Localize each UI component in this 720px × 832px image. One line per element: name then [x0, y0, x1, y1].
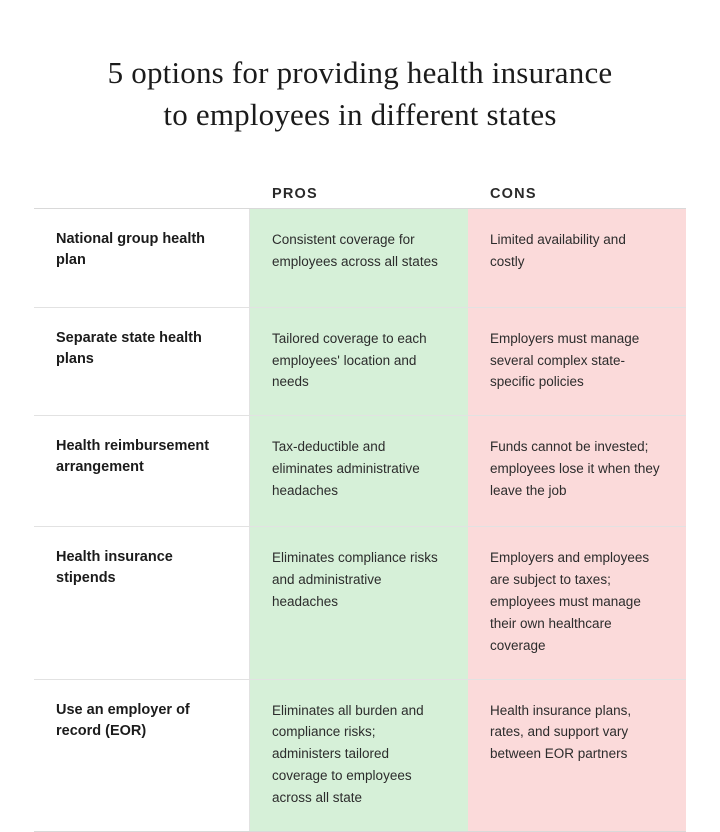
option-pros: Consistent coverage for employees across all states: [250, 209, 468, 307]
page-title: [0, 0, 720, 136]
table-row: [34, 209, 686, 308]
option-name: Separate state health plans: [34, 308, 250, 416]
option-cons: Employers must manage several complex state-specific policies: [468, 308, 686, 416]
option-cons: Employers and employees are subject to taxes; employees must manage their own healthcare coverage: [468, 527, 686, 678]
option-pros: Eliminates compliance risks and administrative headaches: [250, 527, 468, 678]
option-cons: Limited availability and costly: [468, 209, 686, 307]
table-header-row: [34, 172, 686, 208]
table-row: [34, 527, 686, 679]
column-header-pros: PROS: [272, 185, 318, 202]
option-pros: Eliminates all burden and compliance risks; administers tailored coverage to employees across all state: [250, 680, 468, 831]
table-body: [34, 208, 686, 832]
page-title-line-2: to employees in different states: [163, 96, 557, 132]
table-row: [34, 308, 686, 417]
column-header-option: [34, 202, 250, 208]
option-cons: Funds cannot be invested; employees lose it when they leave the job: [468, 416, 686, 526]
option-cons: Health insurance plans, rates, and support vary between EOR partners: [468, 680, 686, 831]
comparison-table: [34, 172, 686, 832]
option-name: Health insurance stipends: [34, 527, 250, 678]
option-pros: Tax-deductible and eliminates administrative headaches: [250, 416, 468, 526]
option-name: National group health plan: [34, 209, 250, 307]
option-pros: Tailored coverage to each employees' location and needs: [250, 308, 468, 416]
table-row: [34, 680, 686, 831]
page-title-line-1: 5 options for providing health insurance: [107, 55, 613, 90]
column-header-cons: CONS: [490, 185, 537, 202]
option-name: Health reimbursement arrangement: [34, 416, 250, 526]
option-name: Use an employer of record (EOR): [34, 680, 250, 831]
table-row: [34, 416, 686, 527]
